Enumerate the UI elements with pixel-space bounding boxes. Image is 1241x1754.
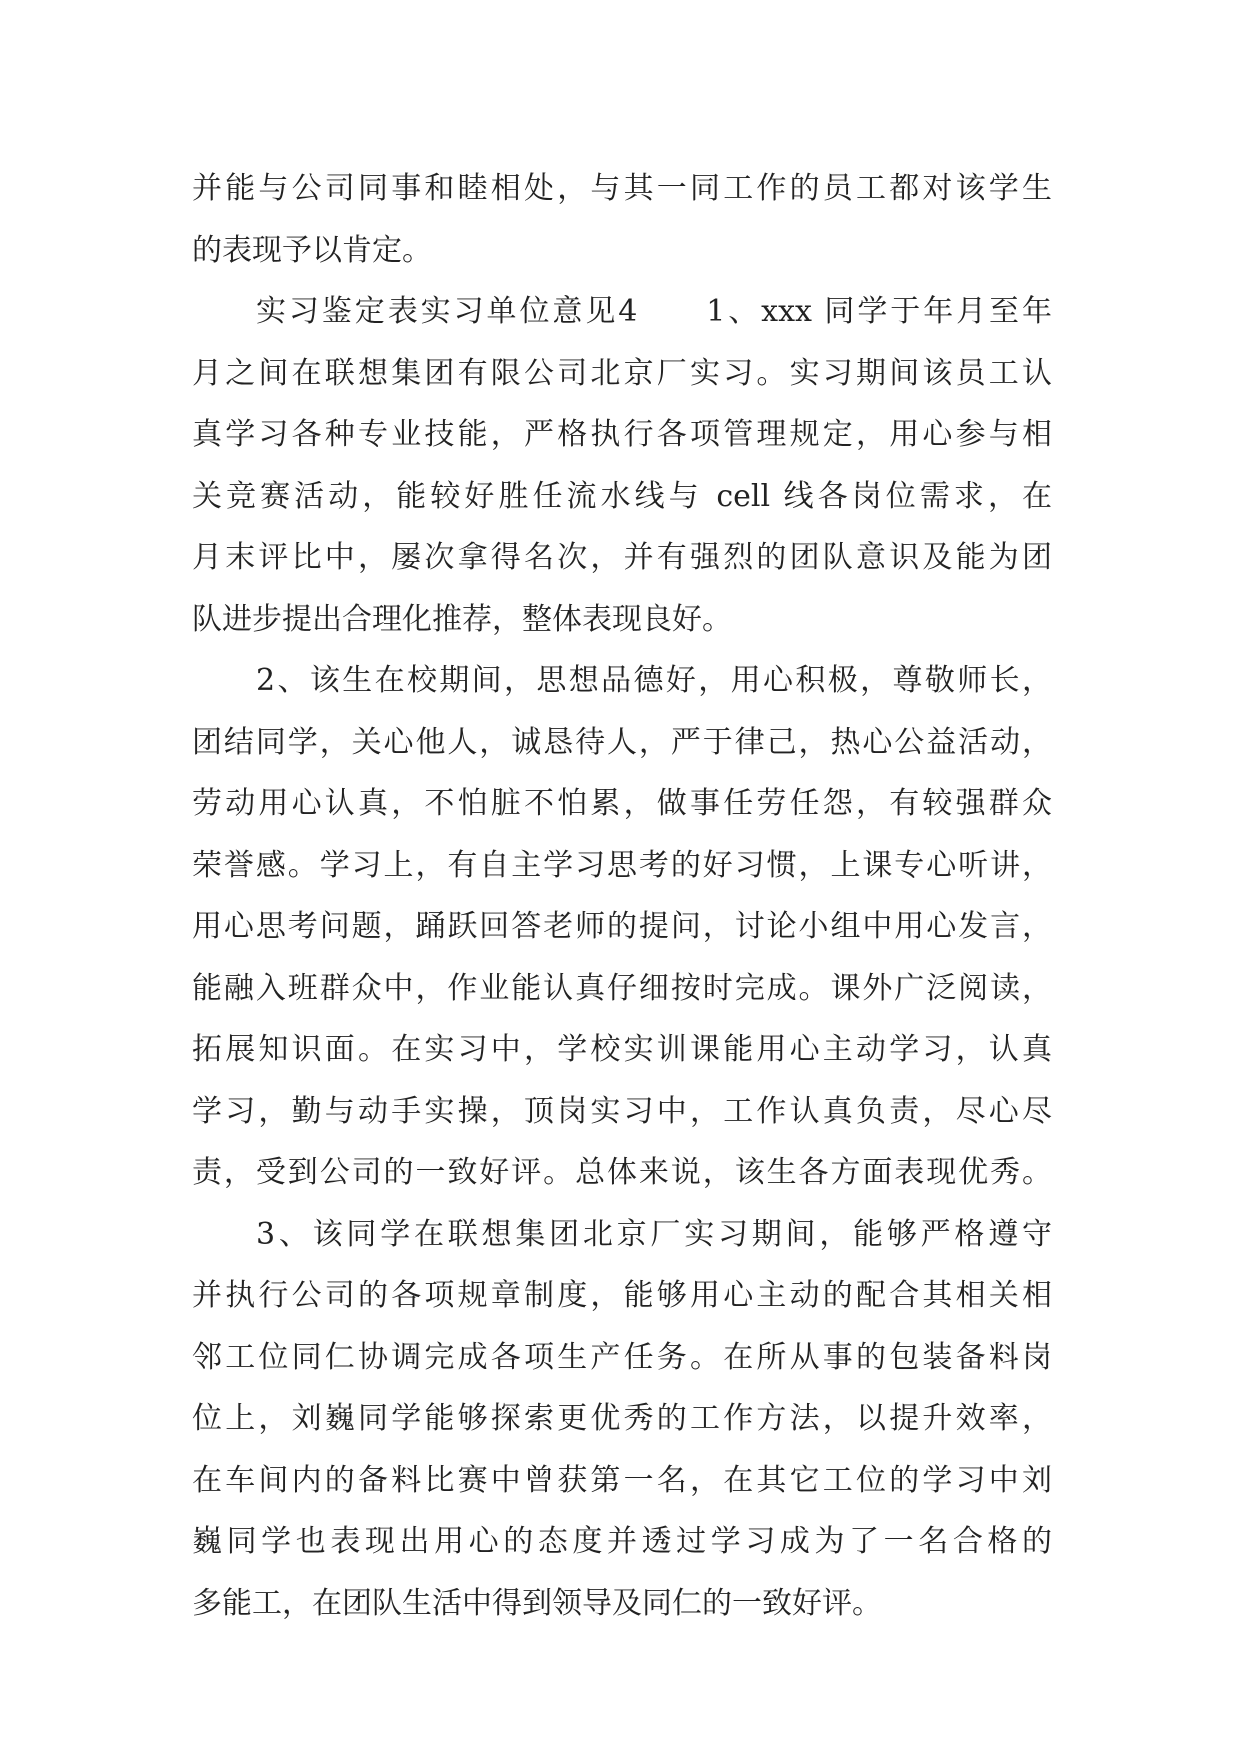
text-line: 3、该同学在联想集团北京厂实习期间，能够严格遵守 — [256, 1216, 1052, 1252]
text-line: 学习，勤与动手实操，顶岗实习中，工作认真负责，尽心尽 — [192, 1093, 1052, 1129]
text-line: 团结同学，关心他人，诚恳待人，严于律己，热心公益活动， — [192, 724, 1052, 760]
text-line: 用心思考问题，踊跃回答老师的提问，讨论小组中用心发言， — [192, 909, 1052, 944]
text-line: 多能工，在团队生活中得到领导及同仁的一致好评。 — [192, 1585, 882, 1621]
text-line: 队进步提出合理化推荐，整体表现良好。 — [192, 601, 732, 637]
text-line: 真学习各种专业技能，严格执行各项管理规定，用心参与相 — [192, 417, 1052, 452]
document-body — [192, 158, 1052, 1634]
text-line: 月之间在联想集团有限公司北京厂实习。实习期间该员工认 — [192, 355, 1052, 391]
text-line: 2、该生在校期间，思想品德好，用心积极，尊敬师长， — [256, 663, 1052, 698]
text-line: 巍同学也表现出用心的态度并透过学习成为了一名合格的 — [192, 1524, 1052, 1559]
text-line: 位上，刘巍同学能够探索更优秀的工作方法，以提升效率， — [192, 1401, 1052, 1436]
text-line: 并执行公司的各项规章制度，能够用心主动的配合其相关相 — [192, 1278, 1052, 1313]
text-line: 并能与公司同事和睦相处，与其一同工作的员工都对该学生 — [192, 171, 1052, 206]
text-line: 月末评比中，屡次拿得名次，并有强烈的团队意识及能为团 — [192, 540, 1052, 575]
text-line: 拓展知识面。在实习中，学校实训课能用心主动学习，认真 — [192, 1032, 1052, 1067]
text-line: 责，受到公司的一致好评。总体来说，该生各方面表现优秀。 — [192, 1155, 1052, 1190]
text-line: 关竞赛活动，能较好胜任流水线与 cell 线各岗位需求，在 — [192, 478, 1052, 514]
text-line: 荣誉感。学习上，有自主学习思考的好习惯，上课专心听讲， — [192, 847, 1052, 883]
text-line: 实习鉴定表实习单位意见4 1、xxx 同学于年月至年 — [256, 294, 1052, 329]
text-line: 劳动用心认真，不怕脏不怕累，做事任劳任怨，有较强群众 — [192, 786, 1052, 821]
text-line: 邻工位同仁协调完成各项生产任务。在所从事的包装备料岗 — [192, 1339, 1052, 1375]
text-line: 在车间内的备料比赛中曾获第一名，在其它工位的学习中刘 — [192, 1462, 1052, 1498]
text-line: 能融入班群众中，作业能认真仔细按时完成。课外广泛阅读， — [192, 970, 1052, 1006]
text-line: 的表现予以肯定。 — [192, 232, 432, 268]
